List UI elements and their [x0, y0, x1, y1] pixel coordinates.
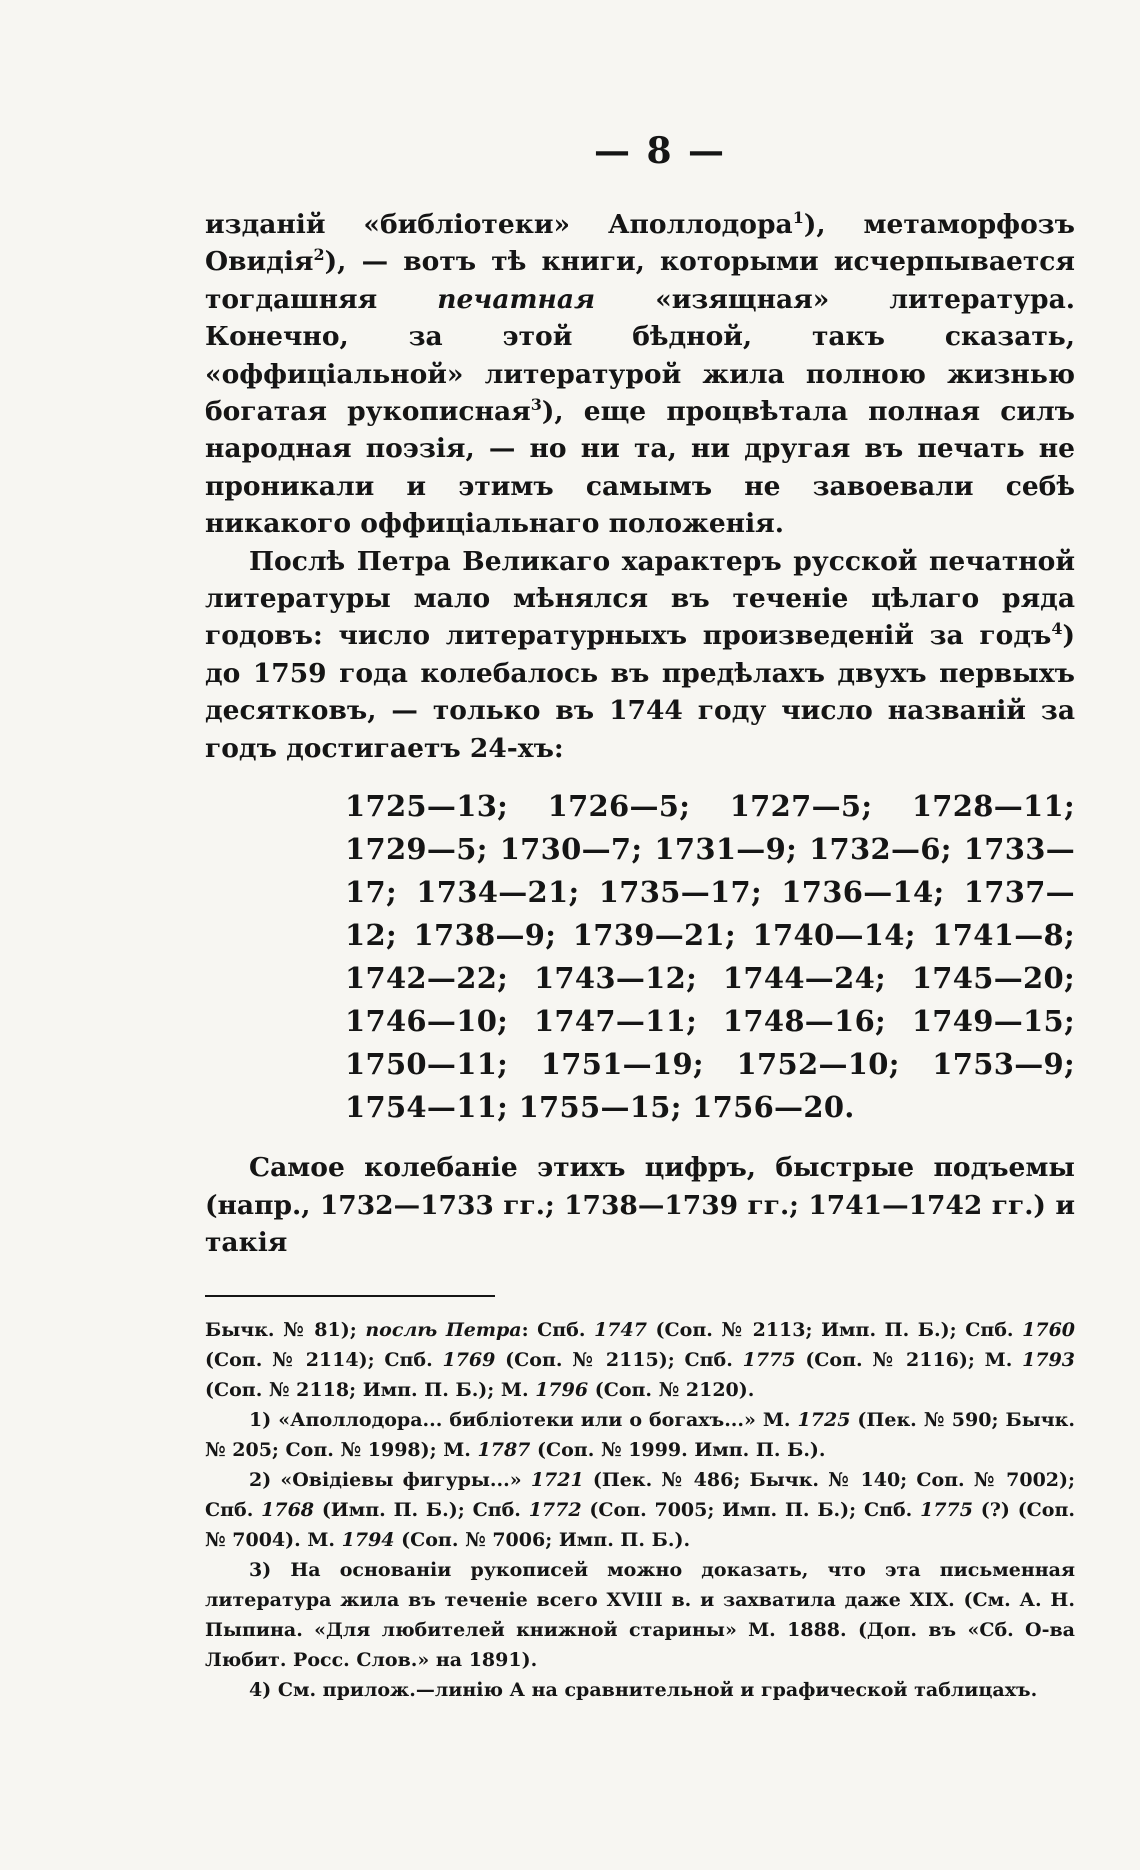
page-number: — 8 — [593, 130, 727, 172]
paragraph-1: изданій «библіотеки» Аполлодора$^1$), метаморфозъ Овидія$^2$), — вотъ тѣ книги, которыми исчерпывается тогдашняя печатная «изящная» литература. Конечно, за этой бѣдной, такъ сказать, «оффиціальной» литературой жила полною жизнью богатая рукописная$^3$), еще процвѣтала полная силъ народная поэзія, — но ни та, ни другая въ печать не проникали и этимъ самымъ не завоевали себѣ никакого оффиціальнаго положенія. [205, 208, 1075, 540]
footnotes [205, 1315, 1075, 1705]
footnote-3: 3) На основаніи рукописей можно доказать, что эта письменная литература жила въ теченіе всего XVIII в. и захватила даже XIX. (См. А. Н. Пыпина. «Для любителей книжной старины» М. 1888. (Доп. въ «Сб. О-ва Любит. Росс. Слов.» на 1891). [205, 1559, 1075, 1672]
footnote-continuation: Бычк. № 81); послѣ Петра: Спб. 1747 (Соп. № 2113; Имп. П. Б.); Спб. 1760 (Соп. № 2114); Спб. 1769 (Соп. № 2115); Спб. 1775 (Соп. № 2116); М. 1793 (Соп. № 2118; Имп. П. Б.); М. 1796 (Соп. № 2120). [205, 1319, 1076, 1402]
footnote-1: 1) «Аполлодора... библіотеки или о богахъ...» М. 1725 (Пек. № 590; Бычк. № 205; Соп. № 1998); М. 1787 (Соп. № 1999. Имп. П. Б.). [205, 1409, 1075, 1462]
page [205, 130, 1075, 1705]
footnote-4: 4) См. прилож.—линію А на сравнительной и графической таблицахъ. [249, 1679, 1038, 1702]
footnote-rule [205, 1295, 495, 1297]
paragraph-3: Самое колебаніе этихъ цифръ, быстрые подъемы (напр., 1732—1733 гг.; 1738—1739 гг.; 1741—1742 гг.) и такія [205, 1152, 1075, 1258]
paragraph-2: Послѣ Петра Великаго характеръ русской печатной литературы мало мѣнялся въ теченіе цѣлаго ряда годовъ: число литературныхъ произведеній за годъ$^4$) до 1759 года колебалось въ предѣлахъ двухъ первыхъ десятковъ, — только въ 1744 году число названій за годъ достигаетъ 24-хъ: [205, 545, 1075, 764]
footnote-2: 2) «Овідіевы фигуры...» 1721 (Пек. № 486; Бычк. № 140; Соп. № 7002); Спб. 1768 (Имп. П. Б.); Спб. 1772 (Соп. 7005; Имп. П. Б.); Спб. 1775 (?) (Соп. № 7004). М. 1794 (Соп. № 7006; Имп. П. Б.). [205, 1469, 1076, 1552]
years-list: 1725—13; 1726—5; 1727—5; 1728—11; 1729—5; 1730—7; 1731—9; 1732—6; 1733—17; 1734—21; 1735—17; 1736—14; 1737—12; 1738—9; 1739—21; 1740—14; 1741—8; 1742—22; 1743—12; 1744—24; 1745—20; 1746—10; 1747—11; 1748—16; 1749—15; 1750—11; 1751—19; 1752—10; 1753—9; 1754—11; 1755—15; 1756—20. [345, 789, 1075, 1125]
